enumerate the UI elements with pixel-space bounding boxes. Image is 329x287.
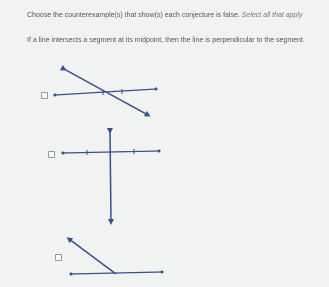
option-3-segment [71,272,162,274]
instructions-hint: Select all that apply [241,12,303,19]
option-3-endpoint-left [70,273,73,276]
option-3-endpoint-right [161,271,164,274]
conjecture-text: If a line intersects a segment at its midpoint, then the line is perpendicular to the segment. [27,37,305,44]
option-3-ray [69,239,116,274]
instructions-text: Choose the counterexample(s) that show(s) each conjecture is false. [27,12,240,19]
